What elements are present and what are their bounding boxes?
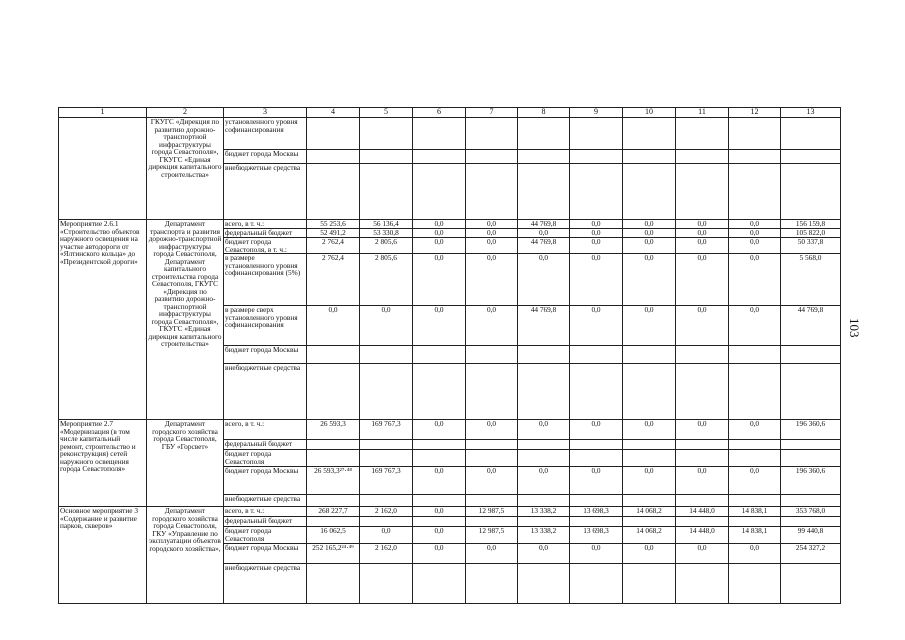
amount-cell (781, 364, 841, 420)
amount-cell: 0,0 (676, 254, 729, 306)
amount-cell: 0,0 (570, 467, 623, 495)
amount-cell (307, 346, 360, 364)
amount-cell: 0,0 (570, 238, 623, 254)
amount-cell (307, 440, 360, 450)
amount-cell: 254 327,2 (781, 544, 841, 564)
measure-name-cell: Основное мероприятие 3 «Содержание и развитие парков, скверов» (59, 507, 147, 604)
table-row (59, 507, 841, 517)
amount-cell (729, 564, 781, 604)
amount-cell: 0,0 (466, 420, 518, 440)
executor-cell: ГКУГС «Дирекция по развитию дорожно-транспортной инфраструктуры города Севастополя», ГКУГС «Единая дирекция капитального строительства» (147, 118, 224, 220)
amount-cell (676, 450, 729, 467)
amount-cell: 0,0 (413, 544, 466, 564)
column-number: 9 (570, 108, 623, 118)
amount-cell: 0,0 (413, 220, 466, 229)
amount-cell (466, 495, 518, 507)
amount-cell: 99 440,8 (781, 527, 841, 544)
funding-source-cell: внебюджетные средства (224, 564, 307, 604)
amount-cell (360, 440, 413, 450)
column-number: 8 (518, 108, 570, 118)
amount-cell: 12 987,5 (466, 527, 518, 544)
amount-cell (360, 495, 413, 507)
amount-cell (676, 164, 729, 220)
amount-cell: 13 698,3 (570, 527, 623, 544)
amount-cell: 0,0 (729, 254, 781, 306)
amount-cell (466, 150, 518, 164)
funding-source-cell: бюджет города Севастополя (224, 527, 307, 544)
amount-cell: 0,0 (676, 467, 729, 495)
amount-cell (307, 150, 360, 164)
amount-cell (466, 346, 518, 364)
amount-cell (518, 164, 570, 220)
amount-cell (413, 118, 466, 150)
amount-cell (466, 517, 518, 527)
amount-cell: 0,0 (466, 306, 518, 346)
amount-cell (466, 364, 518, 420)
amount-cell: 0,0 (729, 229, 781, 238)
amount-cell: 0,0 (623, 420, 676, 440)
amount-cell: 0,0 (729, 467, 781, 495)
amount-cell (781, 164, 841, 220)
amount-cell: 0,0 (360, 306, 413, 346)
amount-cell (413, 164, 466, 220)
column-number: 5 (360, 108, 413, 118)
amount-cell (623, 346, 676, 364)
amount-cell (307, 517, 360, 527)
amount-cell: 26 593,3²⁷·⁴⁸ (307, 467, 360, 495)
amount-cell (570, 495, 623, 507)
amount-cell (729, 364, 781, 420)
amount-cell (360, 118, 413, 150)
amount-cell: 0,0 (413, 306, 466, 346)
amount-cell: 13 338,2 (518, 507, 570, 517)
column-number: 7 (466, 108, 518, 118)
amount-cell (413, 517, 466, 527)
program-table (58, 107, 841, 604)
amount-cell (413, 564, 466, 604)
amount-cell: 0,0 (360, 527, 413, 544)
amount-cell: 2 805,6 (360, 254, 413, 306)
amount-cell: 169 767,3 (360, 420, 413, 440)
amount-cell (360, 150, 413, 164)
amount-cell: 0,0 (623, 306, 676, 346)
amount-cell: 0,0 (466, 254, 518, 306)
amount-cell: 0,0 (623, 220, 676, 229)
amount-cell: 26 593,3 (307, 420, 360, 440)
amount-cell (781, 346, 841, 364)
funding-source-cell: бюджет города Москвы (224, 346, 307, 364)
amount-cell: 0,0 (676, 229, 729, 238)
amount-cell: 0,0 (570, 420, 623, 440)
amount-cell (413, 450, 466, 467)
amount-cell (623, 440, 676, 450)
amount-cell (570, 164, 623, 220)
amount-cell (518, 118, 570, 150)
amount-cell: 0,0 (676, 220, 729, 229)
amount-cell (781, 118, 841, 150)
column-number-row (59, 108, 841, 118)
amount-cell (623, 450, 676, 467)
amount-cell: 0,0 (570, 254, 623, 306)
measure-name-cell (59, 118, 147, 220)
amount-cell (623, 118, 676, 150)
amount-cell: 14 448,0 (676, 507, 729, 517)
amount-cell (676, 364, 729, 420)
amount-cell: 0,0 (518, 544, 570, 564)
column-number: 1 (59, 108, 147, 118)
amount-cell (781, 150, 841, 164)
amount-cell: 353 768,0 (781, 507, 841, 517)
amount-cell: 0,0 (676, 420, 729, 440)
amount-cell (413, 150, 466, 164)
amount-cell (360, 564, 413, 604)
amount-cell (781, 517, 841, 527)
amount-cell (413, 495, 466, 507)
funding-source-cell: федеральный бюджет (224, 517, 307, 527)
amount-cell: 0,0 (676, 306, 729, 346)
funding-source-cell: внебюджетные средства (224, 495, 307, 507)
amount-cell (729, 495, 781, 507)
amount-cell: 0,0 (518, 467, 570, 495)
table-row (59, 118, 841, 150)
column-number: 11 (676, 108, 729, 118)
amount-cell (570, 346, 623, 364)
amount-cell (729, 164, 781, 220)
amount-cell: 12 987,5 (466, 507, 518, 517)
amount-cell (623, 495, 676, 507)
amount-cell (676, 564, 729, 604)
amount-cell: 0,0 (413, 467, 466, 495)
amount-cell (466, 118, 518, 150)
amount-cell: 56 136,4 (360, 220, 413, 229)
amount-cell: 52 491,2 (307, 229, 360, 238)
executor-cell: Департамент транспорта и развития дорожно-транспортной инфраструктуры города Севастополя, Департамент капитального строительства города Севастополя, ГКУГС «Дирекция по развитию дорожно-транспортной инфраструктуры города Севастополя», ГКУГС «Единая дирекция капитального строительства» (147, 220, 224, 420)
amount-cell (360, 364, 413, 420)
amount-cell (623, 517, 676, 527)
column-number: 3 (224, 108, 307, 118)
amount-cell (570, 517, 623, 527)
amount-cell (518, 440, 570, 450)
amount-cell: 2 162,0 (360, 507, 413, 517)
amount-cell: 14 068,2 (623, 527, 676, 544)
amount-cell: 44 769,8 (518, 306, 570, 346)
amount-cell: 0,0 (466, 229, 518, 238)
amount-cell: 156 159,8 (781, 220, 841, 229)
amount-cell (307, 364, 360, 420)
amount-cell (623, 364, 676, 420)
table-body (59, 108, 841, 604)
measure-name-cell: Мероприятие 2.7 «Модернизация (в том числе капитальный ремонт, строительство и реконструкция) сетей наружного освещения города Севастополя» (59, 420, 147, 507)
amount-cell (518, 150, 570, 164)
amount-cell: 0,0 (413, 420, 466, 440)
amount-cell: 13 338,2 (518, 527, 570, 544)
page-number: 103 (847, 318, 862, 338)
amount-cell (466, 440, 518, 450)
amount-cell (518, 564, 570, 604)
amount-cell: 0,0 (623, 229, 676, 238)
amount-cell: 50 337,8 (781, 238, 841, 254)
amount-cell (623, 564, 676, 604)
amount-cell: 0,0 (676, 238, 729, 254)
amount-cell: 14 448,0 (676, 527, 729, 544)
funding-source-cell: федеральный бюджет (224, 440, 307, 450)
amount-cell (570, 450, 623, 467)
amount-cell (413, 364, 466, 420)
amount-cell: 0,0 (676, 544, 729, 564)
amount-cell (466, 164, 518, 220)
amount-cell (781, 564, 841, 604)
amount-cell: 44 769,8 (518, 238, 570, 254)
amount-cell: 14 068,2 (623, 507, 676, 517)
amount-cell: 0,0 (518, 254, 570, 306)
amount-cell (781, 440, 841, 450)
amount-cell: 44 769,8 (518, 220, 570, 229)
amount-cell: 14 838,1 (729, 527, 781, 544)
amount-cell: 0,0 (466, 220, 518, 229)
table-row (59, 220, 841, 229)
amount-cell: 0,0 (623, 254, 676, 306)
funding-source-cell: установленного уровня софинансирования (224, 118, 307, 150)
amount-cell (729, 150, 781, 164)
measure-name-cell: Мероприятие 2.6.1 «Строительство объектов наружного освещения на участке автодороги от «Ялтинского кольца» до «Президентской дороги» (59, 220, 147, 420)
funding-source-cell: федеральный бюджет (224, 229, 307, 238)
amount-cell (676, 346, 729, 364)
column-number: 13 (781, 108, 841, 118)
column-number: 6 (413, 108, 466, 118)
amount-cell: 13 698,3 (570, 507, 623, 517)
funding-source-cell: бюджет города Москвы (224, 467, 307, 495)
amount-cell (518, 346, 570, 364)
amount-cell: 0,0 (518, 229, 570, 238)
amount-cell: 252 165,2²⁴·⁴⁹ (307, 544, 360, 564)
amount-cell: 0,0 (307, 306, 360, 346)
amount-cell (570, 440, 623, 450)
amount-cell: 0,0 (518, 420, 570, 440)
amount-cell (781, 450, 841, 467)
funding-source-cell: всего, в т. ч.: (224, 220, 307, 229)
amount-cell (360, 346, 413, 364)
column-number: 4 (307, 108, 360, 118)
amount-cell: 169 767,3 (360, 467, 413, 495)
amount-cell: 0,0 (623, 467, 676, 495)
funding-source-cell: всего, в т. ч.: (224, 507, 307, 517)
funding-source-cell: в размере установленного уровня софинансирования (5%) (224, 254, 307, 306)
amount-cell: 0,0 (570, 220, 623, 229)
amount-cell: 0,0 (466, 467, 518, 495)
funding-source-cell: в размере сверх установленного уровня софинансирования (224, 306, 307, 346)
amount-cell: 0,0 (729, 544, 781, 564)
amount-cell (570, 364, 623, 420)
amount-cell (518, 495, 570, 507)
amount-cell (466, 564, 518, 604)
amount-cell: 0,0 (413, 527, 466, 544)
amount-cell: 2 762,4 (307, 238, 360, 254)
column-number: 10 (623, 108, 676, 118)
executor-cell: Департамент городского хозяйства города Севастополя, ГБУ «Горсвет» (147, 420, 224, 507)
amount-cell (623, 164, 676, 220)
amount-cell: 2 805,6 (360, 238, 413, 254)
amount-cell (518, 517, 570, 527)
amount-cell (307, 450, 360, 467)
amount-cell: 0,0 (729, 238, 781, 254)
amount-cell (729, 440, 781, 450)
amount-cell: 0,0 (570, 306, 623, 346)
amount-cell (729, 346, 781, 364)
funding-source-cell: бюджет города Севастополя, в т. ч.: (224, 238, 307, 254)
amount-cell: 0,0 (729, 420, 781, 440)
amount-cell (676, 495, 729, 507)
amount-cell (518, 364, 570, 420)
amount-cell: 196 360,6 (781, 420, 841, 440)
funding-source-cell: бюджет города Севастополя (224, 450, 307, 467)
amount-cell: 44 769,8 (781, 306, 841, 346)
amount-cell: 5 568,0 (781, 254, 841, 306)
amount-cell: 0,0 (570, 544, 623, 564)
amount-cell: 105 822,0 (781, 229, 841, 238)
amount-cell (729, 450, 781, 467)
amount-cell: 0,0 (413, 238, 466, 254)
amount-cell (729, 118, 781, 150)
amount-cell: 0,0 (466, 238, 518, 254)
amount-cell (307, 495, 360, 507)
amount-cell: 0,0 (623, 238, 676, 254)
amount-cell (413, 346, 466, 364)
amount-cell: 55 253,6 (307, 220, 360, 229)
funding-source-cell: бюджет города Москвы (224, 544, 307, 564)
amount-cell (307, 118, 360, 150)
amount-cell (360, 164, 413, 220)
amount-cell (360, 517, 413, 527)
amount-cell (307, 164, 360, 220)
amount-cell: 2 162,0 (360, 544, 413, 564)
amount-cell (570, 564, 623, 604)
funding-source-cell: всего, в т. ч.: (224, 420, 307, 440)
executor-cell: Департамент городского хозяйства города Севастополя, ГКУ «Управление по эксплуатации объектов городского хозяйства», (147, 507, 224, 604)
amount-cell (360, 450, 413, 467)
amount-cell: 53 330,8 (360, 229, 413, 238)
table-row (59, 420, 841, 440)
amount-cell: 14 838,1 (729, 507, 781, 517)
amount-cell (413, 440, 466, 450)
amount-cell (676, 440, 729, 450)
amount-cell (307, 564, 360, 604)
amount-cell (729, 517, 781, 527)
amount-cell: 0,0 (413, 229, 466, 238)
amount-cell: 268 227,7 (307, 507, 360, 517)
amount-cell: 0,0 (570, 229, 623, 238)
amount-cell (781, 495, 841, 507)
amount-cell: 0,0 (466, 544, 518, 564)
funding-source-cell: внебюджетные средства (224, 164, 307, 220)
amount-cell (570, 150, 623, 164)
column-number: 12 (729, 108, 781, 118)
amount-cell: 2 762,4 (307, 254, 360, 306)
amount-cell (676, 118, 729, 150)
amount-cell: 16 062,5 (307, 527, 360, 544)
amount-cell (518, 450, 570, 467)
amount-cell (676, 517, 729, 527)
funding-source-cell: бюджет города Москвы (224, 150, 307, 164)
amount-cell: 0,0 (729, 306, 781, 346)
amount-cell: 0,0 (413, 507, 466, 517)
funding-source-cell: внебюджетные средства (224, 364, 307, 420)
amount-cell: 0,0 (623, 544, 676, 564)
amount-cell (623, 150, 676, 164)
amount-cell (570, 118, 623, 150)
column-number: 2 (147, 108, 224, 118)
amount-cell: 0,0 (729, 220, 781, 229)
amount-cell (466, 450, 518, 467)
amount-cell: 196 360,6 (781, 467, 841, 495)
amount-cell: 0,0 (413, 254, 466, 306)
amount-cell (676, 150, 729, 164)
